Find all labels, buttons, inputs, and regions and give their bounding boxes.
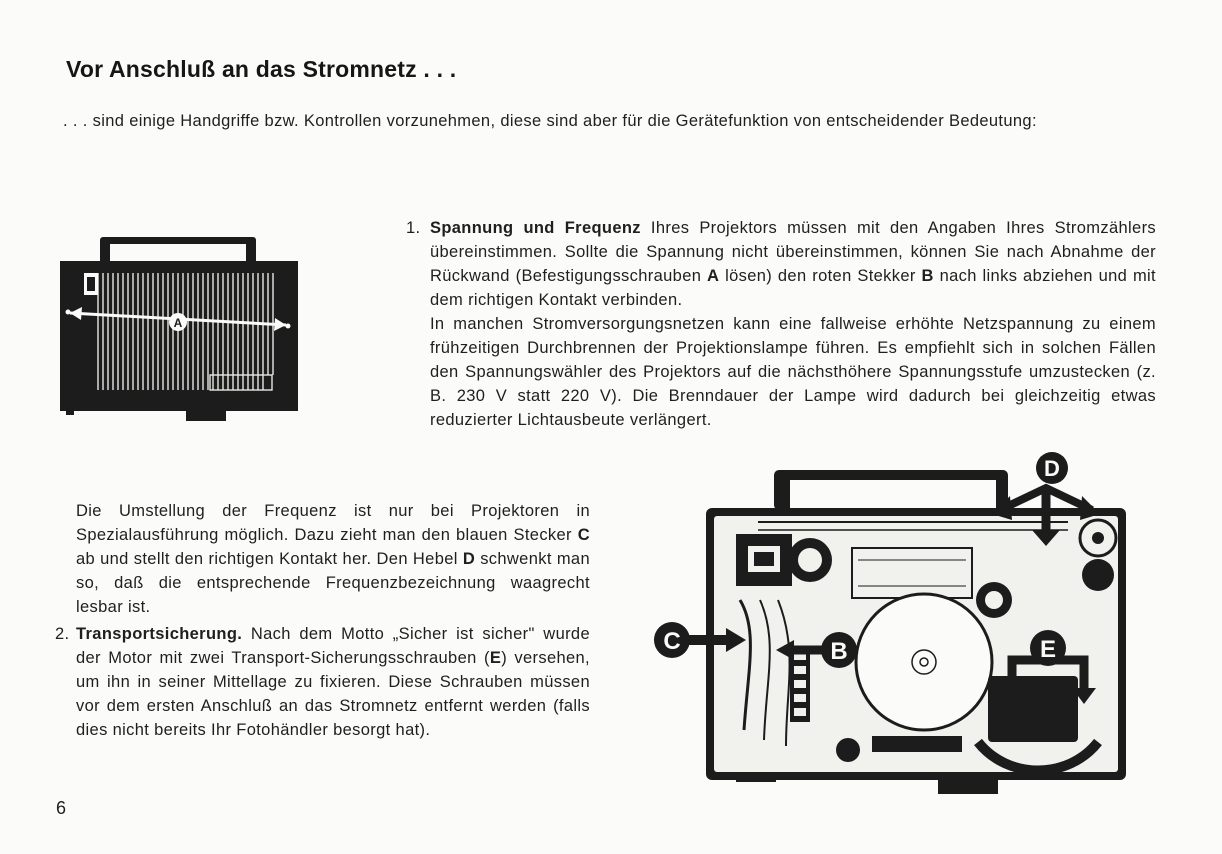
figure-label-b: B bbox=[830, 638, 848, 665]
figure-label-a: A bbox=[173, 316, 183, 330]
item-paragraph-2: In manchen Stromversorgungsnetzen kann eine fallweise erhöhte Netzspannung zu einem frühzeitigen Durchbrennen der Projektionslampe führen. Es empfiehlt sich in solchen Fällen den Spannungswähler des Projektors auf die nächsthöhere Spannungsstufe umzustecken (z. B. 230 V statt 220 V). Die Brenndauer der Lampe wird dadurch bei gleichzeitig etwas reduzierter Lichtausbeute verlängert. bbox=[430, 315, 1156, 429]
item-number: 2. bbox=[55, 625, 70, 643]
item-heading: Transportsicherung. bbox=[76, 625, 243, 643]
label-key-c: C bbox=[577, 526, 590, 544]
item-paragraph-1 bbox=[430, 216, 1156, 312]
text-run: ) versehen, um ihn in seiner Mittellage zu fixieren. Diese Schrauben müssen vor dem ersten Anschluß an das Stromnetz entfernt werden (falls dies nicht bereits Ihr Fotohändler besorgt hat). bbox=[76, 649, 590, 739]
text-run: Ihres Projektors müssen mit den Angaben Ihres Stromzählers übereinstimmen. Sollte die Spannung nicht übereinstimmen, können Sie nach Abnahme der Rückwand (Befestigungsschrauben bbox=[430, 219, 1157, 285]
intro-paragraph: . . . sind einige Handgriffe bzw. Kontrollen vorzunehmen, diese sind aber für die Gerätefunktion von entscheidender Bedeutung: bbox=[63, 112, 1037, 130]
text-run: ab und stellt den richtigen Kontakt her. Den Hebel bbox=[76, 550, 463, 568]
item-heading: Spannung und Frequenz bbox=[430, 219, 641, 237]
text-run: schwenkt man so, daß die entsprechende Frequenzbezeichnung waagrecht lesbar ist. bbox=[76, 550, 590, 616]
text-run: Nach dem Motto „Sicher ist sicher" wurde der Motor mit zwei Transport-Sicherungsschrauben ( bbox=[76, 625, 590, 667]
label-key-b: B bbox=[921, 267, 934, 285]
page-number: 6 bbox=[56, 798, 67, 818]
figure-label-d: D bbox=[1044, 456, 1060, 481]
figure-label-c: C bbox=[663, 628, 681, 655]
label-key-a: A bbox=[707, 267, 720, 285]
text-run: lösen) den roten Stekker bbox=[719, 267, 922, 285]
list-item-transport-lock bbox=[55, 622, 590, 742]
text-run: nach links abziehen und mit dem richtigen Kontakt verbinden. bbox=[430, 267, 1156, 309]
text-run: Die Umstellung der Frequenz ist nur bei Projektoren in Spezialausführung möglich. Dazu zieht man den blauen Stecker bbox=[76, 502, 590, 544]
projector-interior-figure bbox=[648, 450, 1128, 810]
figure-label-e: E bbox=[1039, 636, 1057, 663]
label-key-e: E bbox=[489, 649, 502, 667]
list-item-voltage-frequency bbox=[406, 216, 1156, 432]
label-key-d: D bbox=[462, 550, 476, 568]
item-body bbox=[76, 622, 590, 742]
frequency-paragraph bbox=[76, 499, 590, 619]
item-number: 1. bbox=[406, 219, 421, 237]
item-body bbox=[430, 216, 1156, 432]
projector-rear-figure bbox=[58, 235, 308, 425]
page-title: Vor Anschluß an das Stromnetz . . . bbox=[66, 56, 457, 82]
